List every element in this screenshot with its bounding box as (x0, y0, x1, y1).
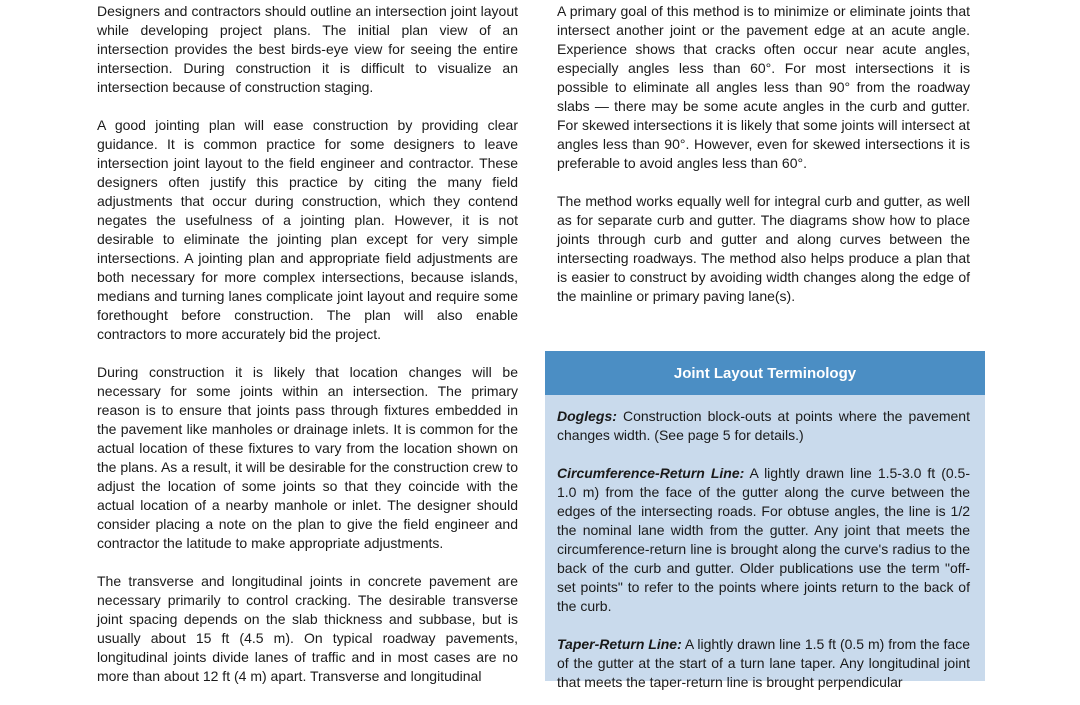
body-paragraph: During construction it is likely that location changes will be necessary for some joints within an intersection. The primary reason is to ensure that joints pass through fixtures embedded in the pavement like manholes or drainage inlets. It is common for the actual location of these fixtures to vary from the location shown on the plans. As a result, it will be desirable for the construction crew to adjust the location of some joints so that they coincide with the actual location of a nearby manhole or inlet. The designer should consider placing a note on the plan to give the field engineer and contractor the latitude to make appropriate adjustments. (97, 364, 518, 551)
term-label: Circumference-Return Line: (557, 465, 745, 481)
terminology-body (545, 395, 985, 692)
term-label: Taper-Return Line: (557, 636, 682, 652)
term-definition: Construction block-outs at points where the pavement changes width. (See page 5 for details.) (557, 408, 970, 443)
body-paragraph: Designers and contractors should outline an intersection joint layout while developing project plans. The initial plan view of an intersection provides the best birds-eye view for seeing the entire intersection. During construction it is difficult to visualize an intersection because of construction staging. (97, 3, 518, 95)
body-paragraph: A primary goal of this method is to minimize or eliminate joints that intersect another joint or the pavement edge at an acute angle. Experience shows that cracks often occur near acute angles, especially angles less than 60°. For most intersections it is possible to eliminate all angles less than 90° from the roadway slabs — there may be some acute angles in the curb and gutter. For skewed intersections it is likely that some joints will intersect at angles less than 90°. However, even for skewed intersections it is preferable to avoid angles less than 60°. (557, 3, 970, 171)
body-paragraph: The transverse and longitudinal joints in concrete pavement are necessary primarily to control cracking. The desirable transverse joint spacing depends on the slab thickness and subbase, but is usually about 15 ft (4.5 m). On typical roadway pavements, longitudinal joints divide lanes of traffic and in most cases are no more than about 12 ft (4 m) apart. Transverse and longitudinal (97, 573, 518, 684)
right-column (557, 2, 970, 325)
terminology-entry (557, 407, 970, 445)
term-definition: A lightly drawn line 1.5 ft (0.5 m) from the face of the gutter at the start of a turn lane taper. Any longitudinal joint that meets the taper-return line is brought perpendicular (557, 636, 970, 690)
terminology-entry (557, 464, 970, 616)
left-column (97, 2, 518, 705)
terminology-sidebar (545, 351, 985, 690)
terminology-title: Joint Layout Terminology (545, 351, 985, 395)
term-definition: A lightly drawn line 1.5-3.0 ft (0.5-1.0 m) from the face of the gutter along the curve between the edges of the intersecting roads. For obtuse angles, the line is 1/2 the nominal lane width from the gutter. Any joint that meets the circumference-return line is brought along the curve's radius to the back of the curb and gutter. Older publications use the term "off-set points" to refer to the points where joints return to the back of the curb. (557, 465, 970, 614)
body-paragraph: The method works equally well for integral curb and gutter, as well as for separate curb and gutter. The diagrams show how to place joints through curb and gutter and along curves between the intersecting roadways. The method also helps produce a plan that is easier to construct by avoiding width changes along the edge of the mainline or primary paving lane(s). (557, 193, 970, 304)
body-paragraph: A good jointing plan will ease construction by providing clear guidance. It is common practice for some designers to leave intersection joint layout to the field engineer and contractor. These designers often justify this practice by citing the many field adjustments that occur during construction, which they contend negates the usefulness of a jointing plan. However, it is not desirable to eliminate the jointing plan except for very simple intersections. A jointing plan and appropriate field adjustments are both necessary for more complex intersections, because islands, medians and turning lanes complicate joint layout and require some forethought before construction. The plan will also enable contractors to more accurately bid the project. (97, 117, 518, 342)
term-label: Doglegs: (557, 408, 617, 424)
terminology-entry (557, 635, 970, 692)
